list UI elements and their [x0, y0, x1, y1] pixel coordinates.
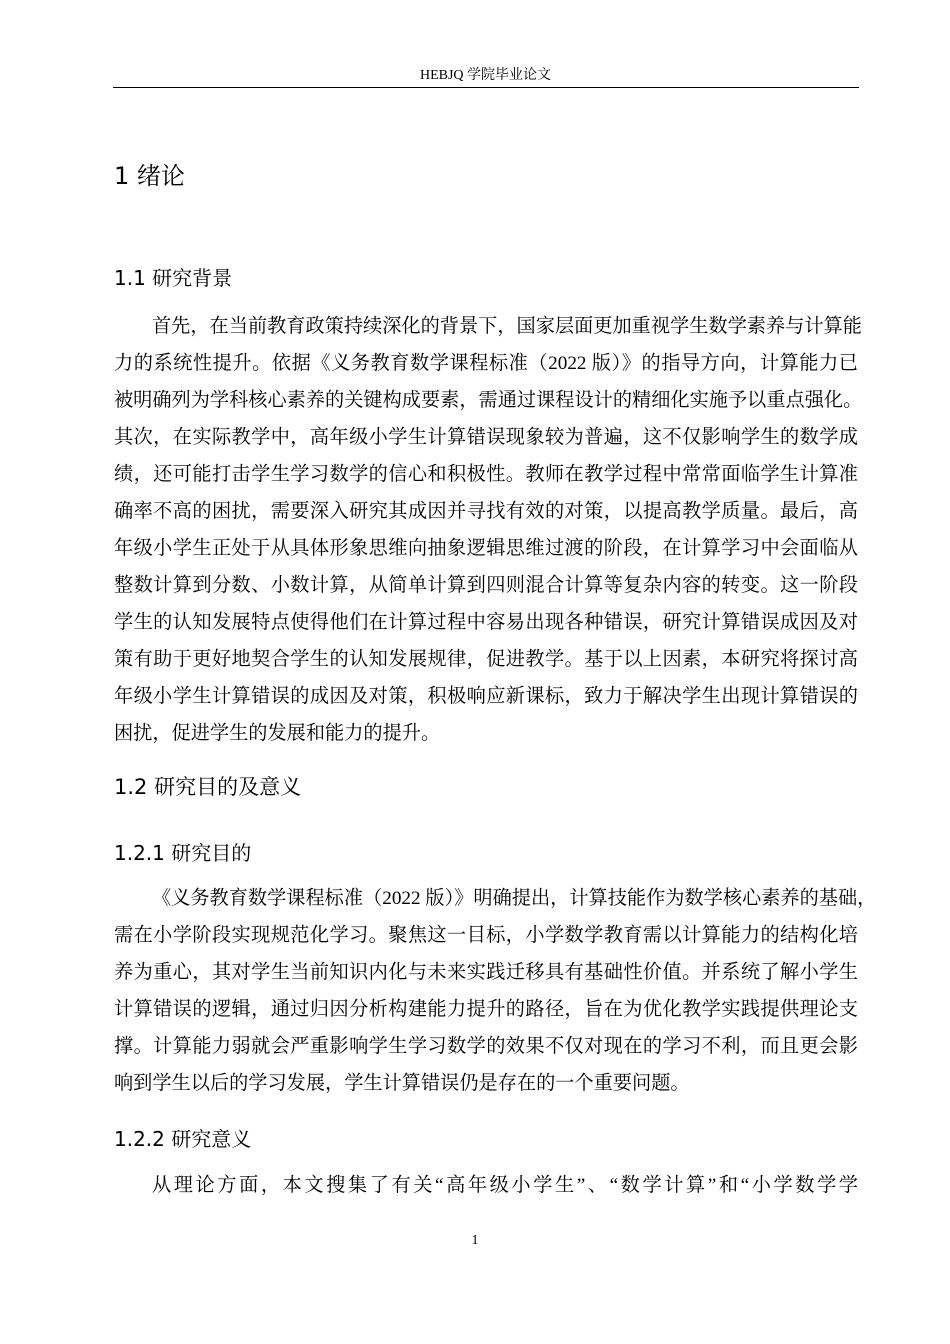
- section-1-2-title: 1.2 研究目的及意义: [114, 775, 302, 799]
- header-rule: [113, 87, 859, 88]
- paragraph-line: 计算错误的逻辑，通过归因分析构建能力提升的路径，旨在为优化教学实践提供理论支: [114, 999, 858, 1020]
- paragraph-line: 需在小学阶段实现规范化学习。聚焦这一目标，小学数学教育需以计算能力的结构化培: [114, 925, 858, 946]
- paragraph-line: 《义务教育数学课程标准（2022 版）》明确提出，计算技能作为数学核心素养的基础，: [152, 888, 877, 909]
- paragraph-line: 年级小学生正处于从具体形象思维向抽象逻辑思维过渡的阶段，在计算学习中会面临从: [114, 538, 858, 559]
- paragraph-line: 撑。计算能力弱就会严重影响学生学习数学的效果不仅对现在的学习不利，而且更会影: [114, 1036, 858, 1057]
- section-1-2-1-title: 1.2.1 研究目的: [114, 841, 252, 865]
- paragraph-line: 策有助于更好地契合学生的认知发展规律，促进教学。基于以上因素，本研究将探讨高: [114, 649, 858, 670]
- paragraph-line: 被明确列为学科核心素养的关键构成要素，需通过课程设计的精细化实施予以重点强化。: [114, 390, 863, 411]
- paragraph-line: 困扰，促进学生的发展和能力的提升。: [114, 723, 441, 744]
- paragraph-line: 其次，在实际教学中，高年级小学生计算错误现象较为普遍，这不仅影响学生的数学成: [114, 427, 858, 448]
- paragraph-line: 养为重心，其对学生当前知识内化与未来实践迁移具有基础性价值。并系统了解小学生: [114, 962, 858, 983]
- page-number: 1: [471, 1233, 479, 1248]
- running-header: HEBJQ 学院毕业论文: [419, 68, 552, 83]
- paragraph-line: 年级小学生计算错误的成因及对策，积极响应新课标，致力于解决学生出现计算错误的: [114, 686, 858, 707]
- paragraph-line: 首先，在当前教育政策持续深化的背景下，国家层面更加重视学生数学素养与计算能: [152, 316, 862, 337]
- paragraph-line: 整数计算到分数、小数计算，从简单计算到四则混合计算等复杂内容的转变。这一阶段: [114, 575, 858, 596]
- paragraph-line: 从理论方面，本文搜集了有关“高年级小学生”、“数学计算”和“小学数学学: [152, 1175, 858, 1196]
- section-1-2-2-title: 1.2.2 研究意义: [114, 1127, 252, 1151]
- paragraph-line: 绩，还可能打击学生学习数学的信心和积极性。教师在教学过程中常常面临学生计算准: [114, 464, 858, 485]
- section-1-1-title: 1.1 研究背景: [114, 266, 233, 290]
- paragraph-line: 响到学生以后的学习发展，学生计算错误仍是存在的一个重要问题。: [114, 1073, 690, 1094]
- paragraph-line: 学生的认知发展特点使得他们在计算过程中容易出现各种错误，研究计算错误成因及对: [114, 612, 858, 633]
- chapter-title: 1 绪论: [114, 162, 185, 190]
- paragraph-line: 力的系统性提升。依据《义务教育数学课程标准（2022 版）》的指导方向，计算能力已: [114, 353, 858, 374]
- paragraph-line: 确率不高的困扰，需要深入研究其成因并寻找有效的对策，以提高教学质量。最后，高: [114, 501, 858, 522]
